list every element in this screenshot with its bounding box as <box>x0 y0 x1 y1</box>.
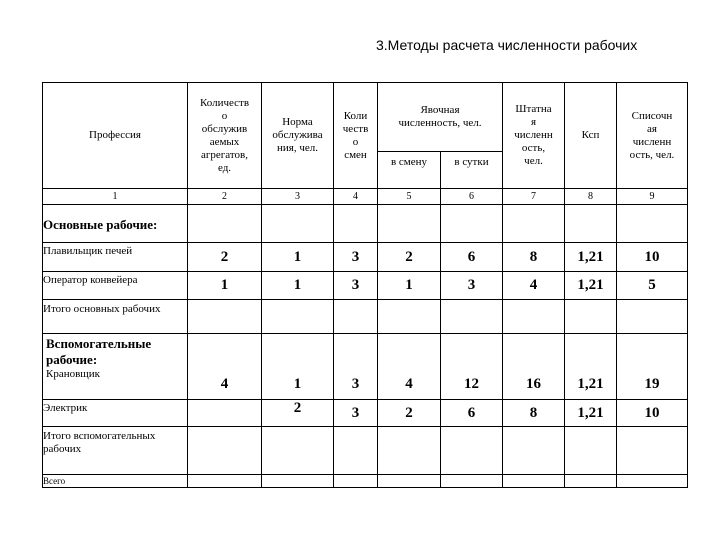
column-number: 1 <box>43 189 188 205</box>
cell-value: 10 <box>617 400 688 427</box>
header-units-count: Количеств о обслужив аемых агрегатов, ед. <box>188 83 262 189</box>
cell-value: 1 <box>262 243 334 272</box>
row-label: Плавильщик печей <box>43 243 188 272</box>
cell-value: 4 <box>378 334 441 400</box>
cell-value: 1 <box>262 272 334 300</box>
cell-value: 3 <box>334 272 378 300</box>
column-number: 7 <box>503 189 565 205</box>
table-row <box>43 427 688 475</box>
cell-value: 1,21 <box>565 334 617 400</box>
table-row <box>43 205 688 243</box>
header-ksp: Ксп <box>565 83 617 189</box>
cell-value: 19 <box>617 334 688 400</box>
cell-value: 4 <box>188 334 262 400</box>
row-aux-total: Итого вспомогательных рабочих <box>43 427 188 475</box>
table-row <box>43 334 688 400</box>
workers-table <box>42 82 688 488</box>
header-per-shift: в смену <box>378 152 441 189</box>
cell-value: 3 <box>334 334 378 400</box>
table-row <box>43 243 688 272</box>
cell-value: 3 <box>441 272 503 300</box>
header-list-count: Списочн ая численн ость, чел. <box>617 83 688 189</box>
row-label: Электрик <box>43 400 188 427</box>
column-number: 6 <box>441 189 503 205</box>
row-label: Крановщик <box>46 368 101 380</box>
header-shifts-count: Коли честв о смен <box>334 83 378 189</box>
cell-value: 1 <box>262 334 334 400</box>
column-number: 8 <box>565 189 617 205</box>
column-number: 5 <box>378 189 441 205</box>
header-service-norm: Норма обслужива ния, чел. <box>262 83 334 189</box>
column-numbers-row <box>43 189 688 205</box>
cell-value: 1,21 <box>565 400 617 427</box>
cell-value: 8 <box>503 243 565 272</box>
cell-value: 3 <box>334 243 378 272</box>
header-row <box>43 83 688 152</box>
cell-value: 2 <box>378 243 441 272</box>
section-aux-workers: Вспомогательные рабочие: <box>46 336 152 367</box>
cell-value <box>188 400 262 427</box>
table-row <box>43 272 688 300</box>
cell-value: 1,21 <box>565 243 617 272</box>
header-attendance: Явочная численность, чел. <box>378 83 503 152</box>
row-main-total: Итого основных рабочих <box>43 300 188 334</box>
cell-value: 1 <box>378 272 441 300</box>
cell-value: 6 <box>441 400 503 427</box>
cell-value: 16 <box>503 334 565 400</box>
column-number: 3 <box>262 189 334 205</box>
section-main-workers: Основные рабочие: <box>43 205 188 243</box>
column-number: 4 <box>334 189 378 205</box>
cell-value: 4 <box>503 272 565 300</box>
cell-value: 2 <box>378 400 441 427</box>
header-profession: Профессия <box>43 83 188 189</box>
row-label: Оператор конвейера <box>43 272 188 300</box>
cell-value: 1,21 <box>565 272 617 300</box>
cell-value: 1 <box>188 272 262 300</box>
cell-value: 6 <box>441 243 503 272</box>
table-row <box>43 475 688 488</box>
table-row <box>43 400 688 427</box>
column-number: 2 <box>188 189 262 205</box>
cell-value: 5 <box>617 272 688 300</box>
table-row <box>43 300 688 334</box>
row-grand-total: Всего <box>43 475 188 488</box>
column-number: 9 <box>617 189 688 205</box>
header-staff-count: Штатна я численн ость, чел. <box>503 83 565 189</box>
cell-value: 2 <box>262 400 334 427</box>
header-per-day: в сутки <box>441 152 503 189</box>
cell-value: 12 <box>441 334 503 400</box>
cell-value: 3 <box>334 400 378 427</box>
cell-value: 8 <box>503 400 565 427</box>
page-title: 3.Методы расчета численности рабочих <box>376 37 638 53</box>
cell-value: 2 <box>188 243 262 272</box>
cell-value: 10 <box>617 243 688 272</box>
